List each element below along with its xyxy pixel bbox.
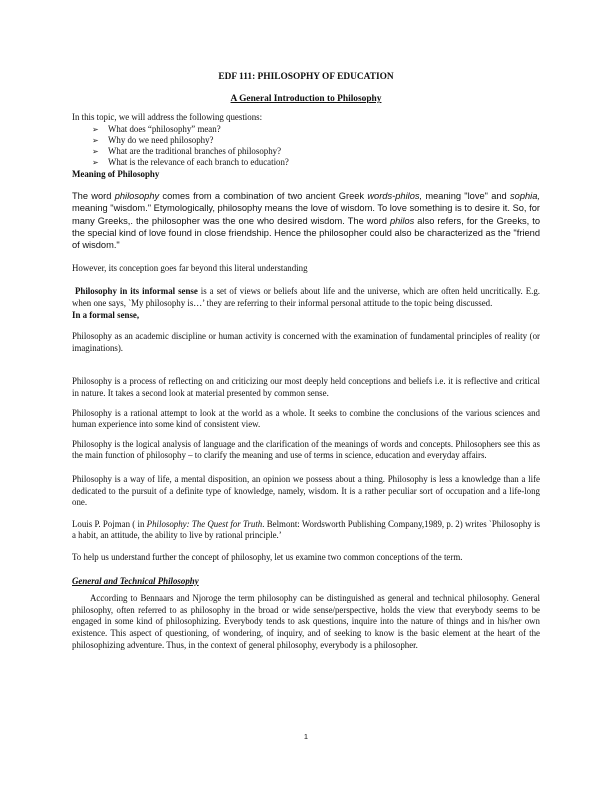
way-of-life-paragraph: Philosophy is a way of life, a mental disposition, an opinion we possess about a thing. Philosophy is less a knowledge than a life dedicated to the pursuit of a definite type of knowledge, namely, wisdom. It is a rather peculiar sort of occupation and a life-long one. xyxy=(72,473,540,508)
page-number: 1 xyxy=(303,732,309,741)
formal-paragraph: Philosophy as an academic discipline or human activity is concerned with the examination of fundamental principles of reality (or imaginations). xyxy=(72,331,540,353)
question-item: ➢ What are the traditional branches of philosophy? xyxy=(92,146,282,157)
arrow-bullet-icon: ➢ xyxy=(92,147,99,157)
pojman-paragraph: Louis P. Pojman ( in Philosophy: The Quest for Truth. Belmont: Wordsworth Publishing Company,1989, p. 2) writes `Philosophy is a habit, an attitude, the ability to live by rational principle.’ xyxy=(72,518,540,541)
arrow-bullet-icon: ➢ xyxy=(92,135,99,145)
however-paragraph: However, its conception goes far beyond this literal understanding xyxy=(72,262,308,273)
rational-paragraph: Philosophy is a rational attempt to look at the world as a whole. It seeks to combine the conclusions of the various sciences and human experience into some kind of consistent view. xyxy=(72,407,540,430)
intro-text: In this topic, we will address the following questions: xyxy=(72,112,263,122)
page-content xyxy=(72,71,540,651)
process-paragraph: Philosophy is a process of reflecting on and criticizing our most deeply held conceptions and beliefs i.e. it is reflective and critical in nature. It takes a second look at material presented by common sense. xyxy=(72,376,540,398)
arrow-bullet-icon: ➢ xyxy=(92,124,99,134)
general-paragraph: According to Bennaars and Njoroge the term philosophy can be distinguished as general and technical philosophy. General philosophy, often referred to as philosophy in the broad or wide sense/perspective, holds the view that everybody seems to be engaged in some kind of philosophizing. Everybody tends to ask questions, inquire into the nature of things and in his/her own existence. This aspect of questioning, of wondering, of inquiry, and of seeking to know is the basic element at the heart of the philosophizing adventure. Thus, in the context of general philosophy, everybody is a philosopher. xyxy=(72,593,540,650)
logical-paragraph: Philosophy is the logical analysis of language and the clarification of the meanings of words and concepts. Philosophers see this as the main function of philosophy – to clarify the meaning and use of terms in science, education and everyday affairs. xyxy=(72,438,540,461)
formal-heading: In a formal sense, xyxy=(72,309,140,320)
question-item: ➢ What is the relevance of each branch to education? xyxy=(92,157,289,168)
document-title: EDF 111: PHILOSOPHY OF EDUCATION xyxy=(218,72,394,82)
question-item: ➢ Why do we need philosophy? xyxy=(92,134,214,145)
meaning-heading: Meaning of Philosophy xyxy=(72,168,160,179)
informal-paragraph: Philosophy in its informal sense is a set of views or beliefs about life and the universe, which are often held uncritically. E.g. when one says, `My philosophy is…’ they are referring to their informal personal attitude to the topic being discussed. xyxy=(72,286,540,309)
arrow-bullet-icon: ➢ xyxy=(92,158,99,168)
document-subtitle: A General Introduction to Philosophy xyxy=(230,94,382,104)
general-technical-heading: General and Technical Philosophy xyxy=(72,575,199,586)
question-item: ➢ What does “philosophy” mean? xyxy=(92,123,221,134)
questions-list xyxy=(72,124,540,169)
help-paragraph: To help us understand further the concept of philosophy, let us examine two common conceptions of the term. xyxy=(72,551,463,562)
meaning-paragraph: The word philosophy comes from a combination of two ancient Greek words-philos, meaning "love" and sophia, meaning "wisdom." Etymologically, philosophy means the love of wisdom. To love something is to desire it. So, for many Greeks,. the philosopher was the one who desired wisdom. The word philos also refers, for the Greeks, to the special kind of love found in close friendship. Hence the philosopher could also be characterized as the "friend of wisdom." xyxy=(72,191,540,250)
